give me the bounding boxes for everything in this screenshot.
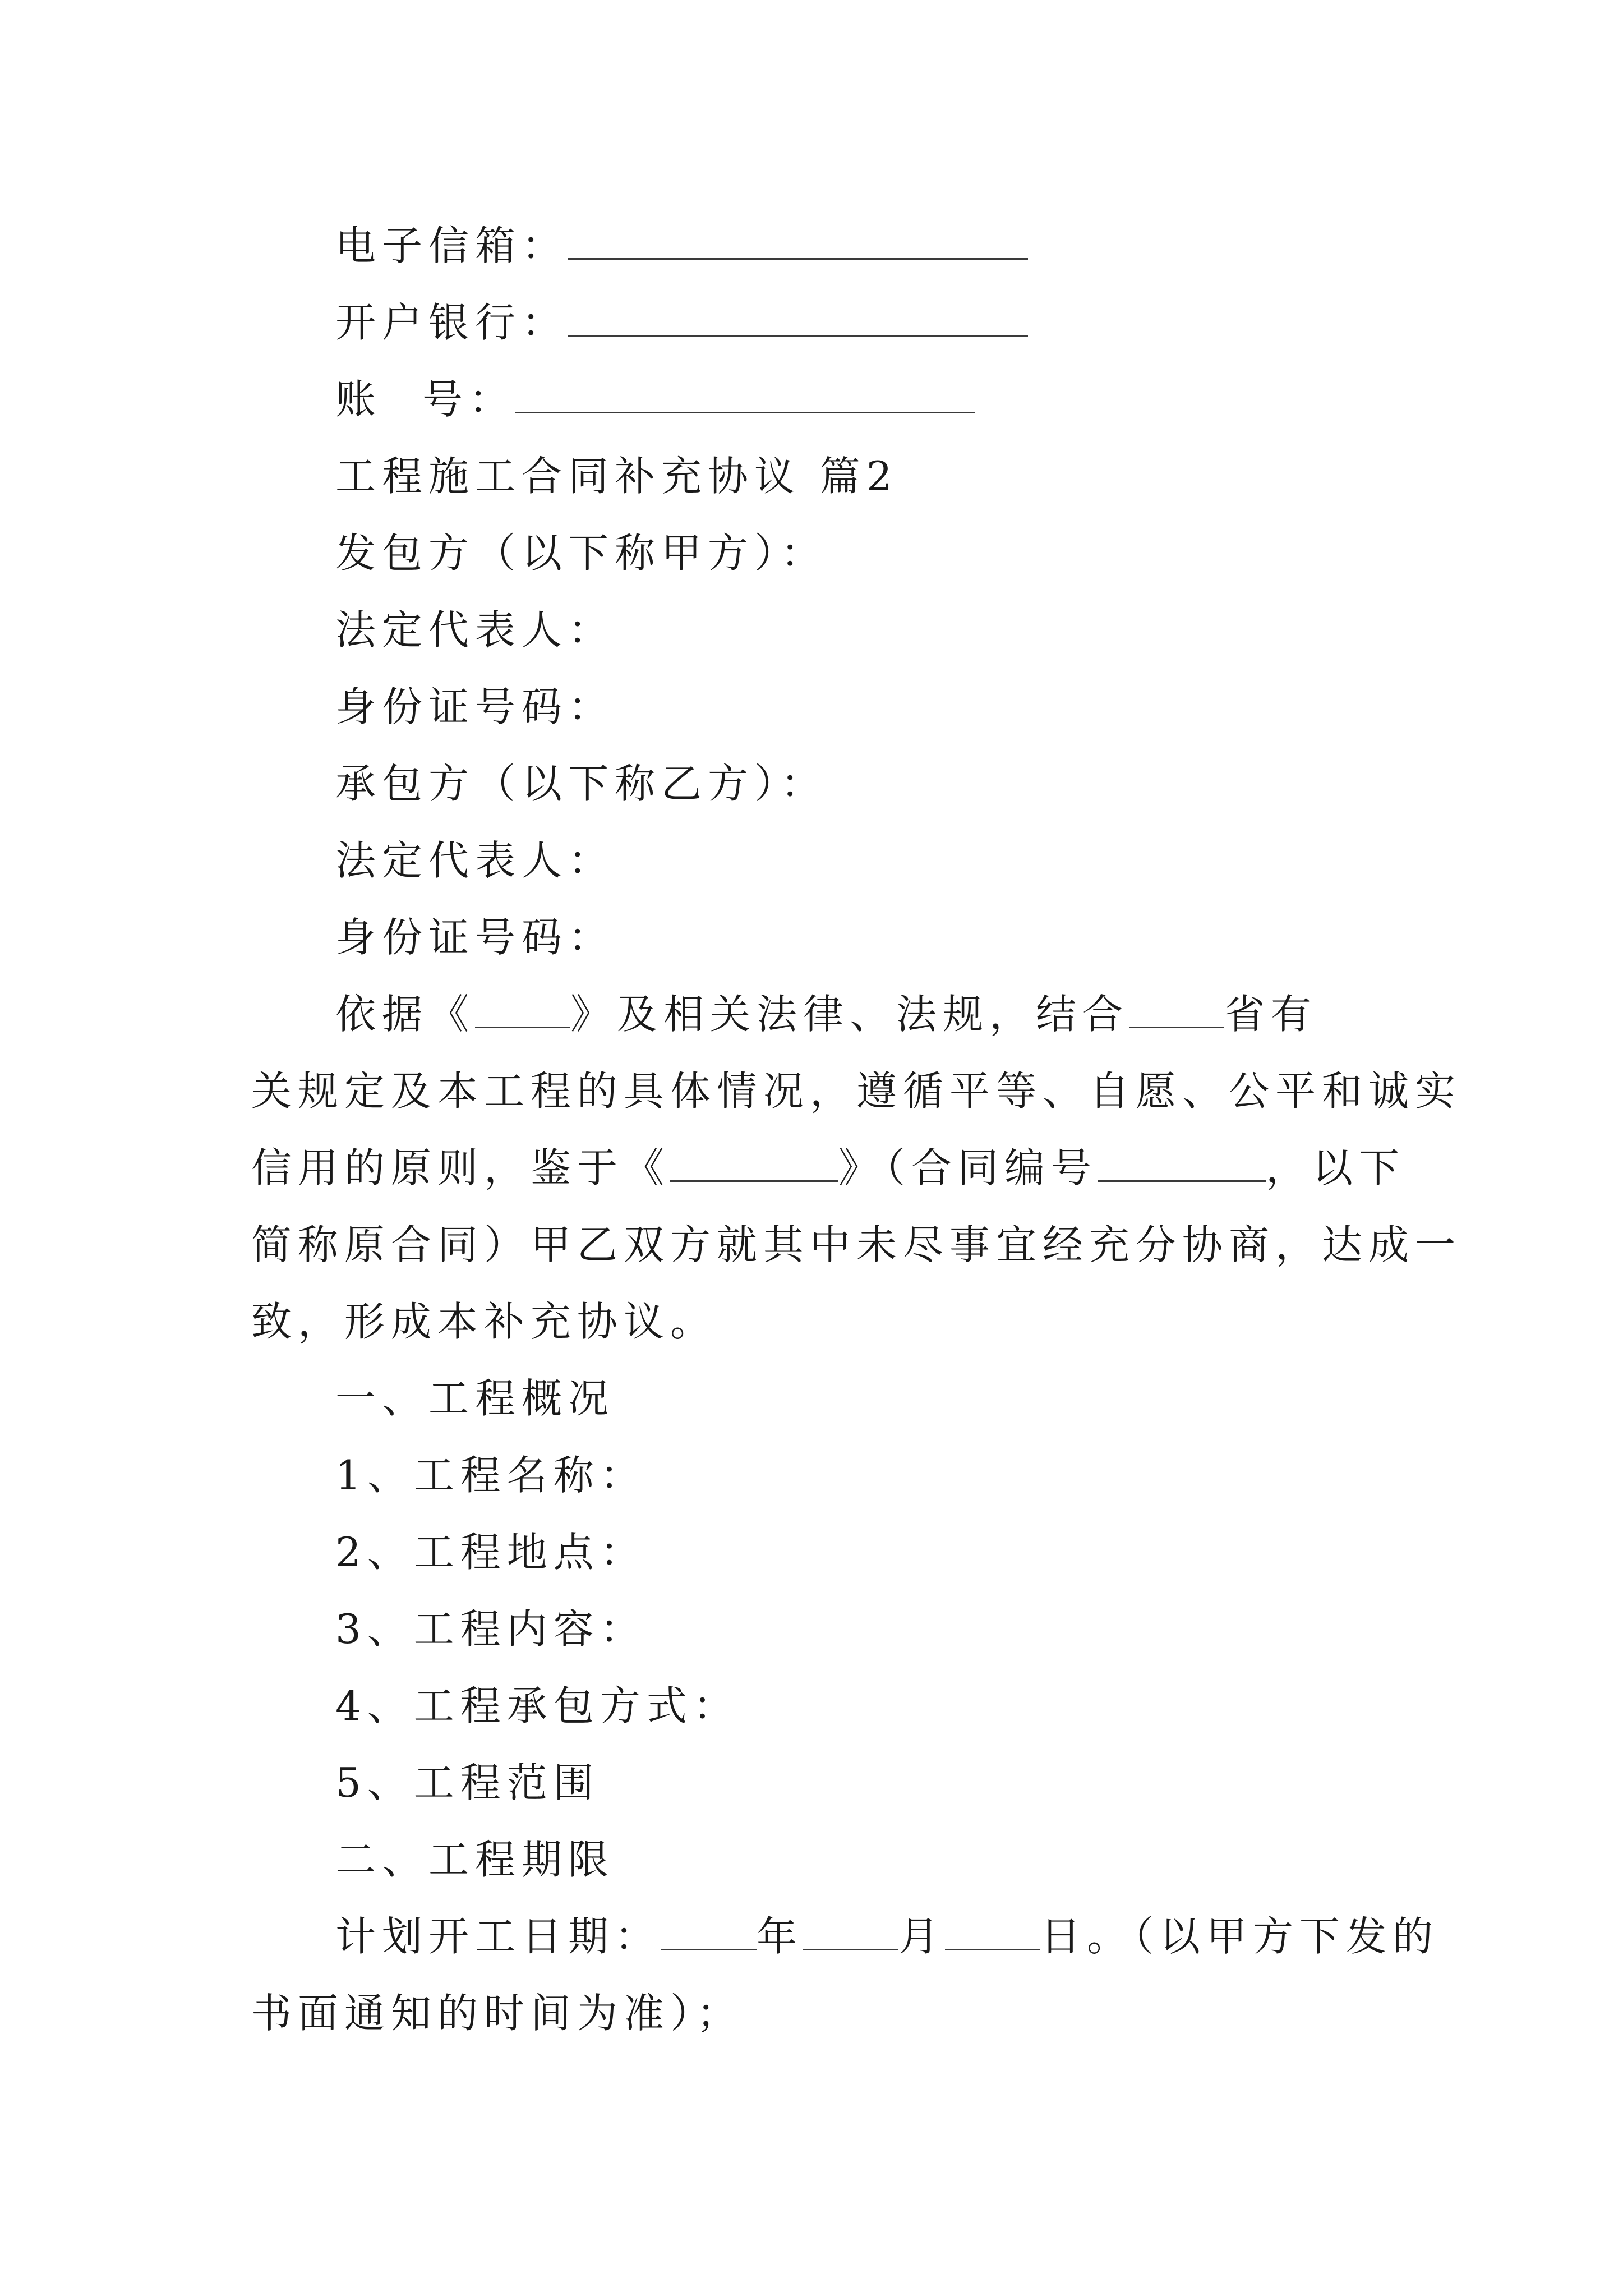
party-b-representative: 法定代表人： [335, 837, 615, 884]
preamble-line-4: 简称原合同）甲乙双方就其中未尽事宜经充分协商，达成一 [251, 1221, 1462, 1268]
day-blank[interactable] [945, 1911, 1040, 1950]
overview-item: 3、工程内容： [335, 1605, 647, 1653]
preamble-text: 》（合同编号 [838, 1144, 1098, 1191]
preamble-text: ，以下 [1266, 1144, 1406, 1191]
overview-item: 4、工程承包方式： [335, 1682, 740, 1729]
preamble-text: 信用的原则，鉴于《 [251, 1144, 671, 1191]
year-blank[interactable] [661, 1911, 757, 1950]
preamble-line-5: 致，形成本补充协议。 [251, 1298, 717, 1345]
preamble-line-2: 关规定及本工程的具体情况，遵循平等、自愿、公平和诚实 [251, 1068, 1462, 1115]
account-label-part2: 号： [422, 376, 516, 423]
month-blank[interactable] [803, 1911, 898, 1950]
overview-heading: 一、工程概况 [335, 1375, 615, 1422]
period-heading: 二、工程期限 [335, 1836, 615, 1883]
bank-blank[interactable] [568, 297, 1028, 337]
document-body [251, 208, 1462, 2052]
contract-number-blank[interactable] [1098, 1142, 1266, 1182]
account-line [251, 361, 1387, 438]
overview-item: 2、工程地点： [335, 1529, 647, 1576]
preamble-text: 依据《 [335, 991, 476, 1038]
email-blank[interactable] [568, 220, 1028, 260]
party-b-id-number: 身份证号码： [335, 914, 615, 961]
preamble-line-1 [251, 976, 1387, 1053]
contract-name-blank[interactable] [670, 1142, 838, 1182]
preamble-line-3 [251, 1130, 1406, 1207]
section-title: 工程施工合同补充协议 篇2 [335, 453, 898, 500]
preamble-text: 》及相关法律、法规，结合 [570, 991, 1129, 1038]
email-label: 电子信箱： [335, 222, 569, 269]
start-date-line-2: 书面通知的时间为准）； [251, 1990, 744, 2037]
account-blank[interactable] [515, 374, 975, 413]
bank-line [251, 284, 1387, 361]
start-date-label: 计划开工日期： [335, 1913, 662, 1960]
party-b-line: 承包方（以下称乙方）： [335, 760, 828, 807]
bank-label: 开户银行： [335, 299, 569, 346]
account-label-part1: 账 [335, 376, 382, 423]
preamble-text: 省有 [1224, 991, 1318, 1038]
law-name-blank[interactable] [475, 988, 570, 1028]
party-a-line: 发包方（以下称甲方）： [335, 530, 828, 577]
start-date-line [251, 1898, 1440, 1975]
year-label: 年 [757, 1913, 804, 1960]
party-a-representative: 法定代表人： [335, 606, 615, 654]
province-blank[interactable] [1129, 988, 1224, 1028]
party-a-id-number: 身份证号码： [335, 683, 615, 730]
overview-item: 5、工程范围 [335, 1759, 600, 1806]
overview-item: 1、工程名称： [335, 1452, 647, 1499]
month-label: 月 [898, 1913, 946, 1960]
day-label: 日。（以甲方下发的 [1040, 1913, 1440, 1960]
email-line [251, 208, 1387, 284]
